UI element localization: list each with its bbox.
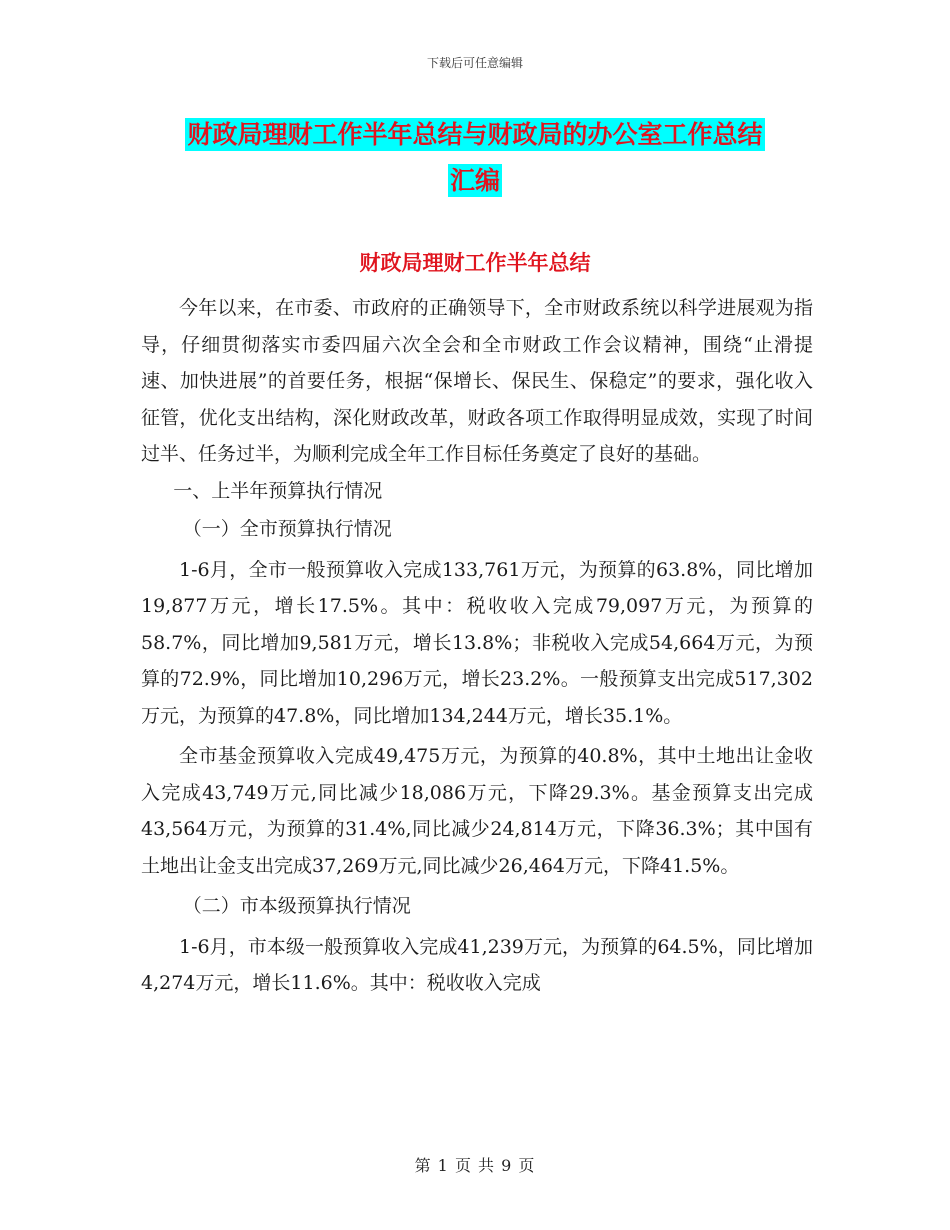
subheading-2: （二）市本级预算执行情况 [182, 895, 411, 917]
header-note: 下载后可任意编辑 [426, 56, 523, 70]
paragraph-city-budget: 1-6月，全市一般预算收入完成133,761万元，为预算的63.8%，同比增加19,877万元，增长17.5%。其中：税收收入完成79,097万元，为预算的58.7%，同比增加9,581万元，增长13.8%；非税收入完成54,664万元，为预算的72.9%，同比增加10,296万元，增长23.2%。一般预算支出完成517,302万元，为预算的47.8%，同比增加134,244万元，增长35.1%。 [141, 558, 813, 727]
subheading-1: （一）全市预算执行情况 [182, 518, 392, 540]
section-title: 财政局理财工作半年总结 [359, 251, 591, 275]
paragraph-fund-budget: 全市基金预算收入完成49,475万元，为预算的40.8%，其中土地出让金收入完成43,749万元,同比减少18,086万元，下降29.3%。基金预算支出完成43,564万元，为预算的31.4%,同比减少24,814万元，下降36.3%；其中国有土地出让金支出完成37,269万元,同比减少26,464万元，下降41.5%。 [141, 745, 813, 877]
paragraph-municipal-budget: 1-6月，市本级一般预算收入完成41,239万元，为预算的64.5%，同比增加4,274万元，增长11.6%。其中：税收收入完成 [141, 935, 813, 994]
intro-paragraph: 今年以来，在市委、市政府的正确领导下，全市财政系统以科学进展观为指导，仔细贯彻落实市委四届六次全会和全市财政工作会议精神，围绕“止滑提速、加快进展”的首要任务，根据“保增长、保民生、保稳定”的要求，强化收入征管，优化支出结构，深化财政改革，财政各项工作取得明显成效，实现了时间过半、任务过半，为顺利完成全年工作目标任务奠定了良好的基础。 [141, 297, 813, 465]
body-content [141, 290, 813, 1002]
title-line-1: 财政局理财工作半年总结与财政局的办公室工作总结 [187, 120, 763, 149]
heading-1: 一、上半年预算执行情况 [173, 479, 383, 502]
page-footer: 第 1 页 共 9 页 [414, 1156, 536, 1175]
title-line-2: 汇编 [449, 166, 500, 195]
document-title [0, 112, 950, 204]
